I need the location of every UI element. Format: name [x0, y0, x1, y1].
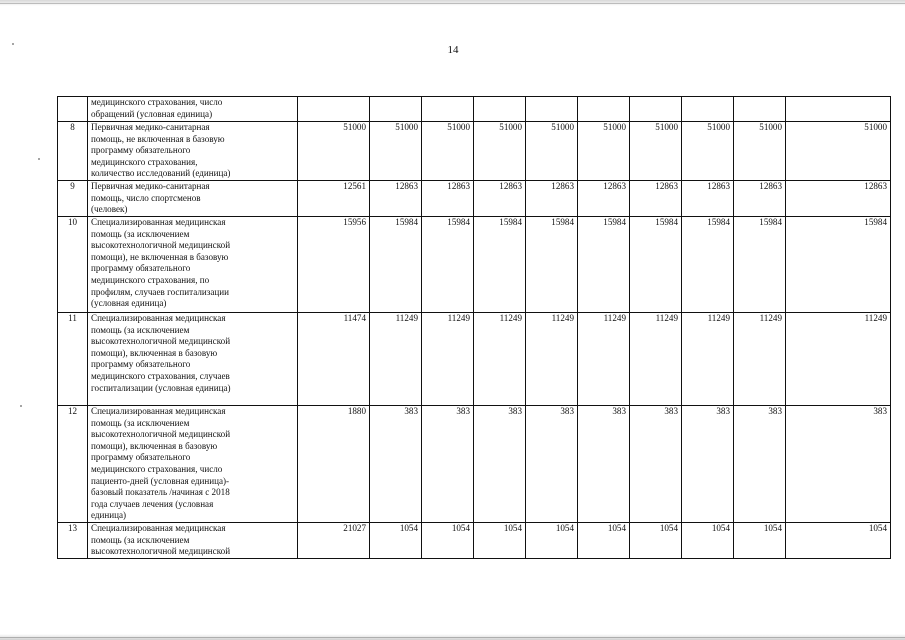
row-number-cell: 11: [58, 313, 88, 406]
scan-bottom-line: [0, 637, 905, 638]
value-cell: 12863: [578, 181, 630, 217]
table-row: [58, 217, 891, 313]
description-line: программу обязательного: [91, 359, 191, 370]
description-line: помощь (за исключением: [91, 534, 190, 545]
value-cell: 383: [786, 406, 891, 523]
description-line: профилям, случаев госпитализации: [91, 286, 229, 297]
value-cell: 1054: [682, 522, 734, 558]
value-cell: 383: [682, 406, 734, 523]
value-cell: 11249: [526, 313, 578, 406]
value-cell: 15984: [422, 217, 474, 313]
description-cell: [88, 522, 298, 558]
value-cell: [298, 97, 370, 122]
row-number-cell: 9: [58, 181, 88, 217]
data-table: [57, 96, 891, 559]
description-line: (человек): [91, 204, 128, 215]
row-number-cell: 12: [58, 406, 88, 523]
value-cell: 1054: [526, 522, 578, 558]
value-cell: 383: [370, 406, 422, 523]
description-line: Специализированная медицинская: [91, 217, 226, 227]
description-line: помощь, не включенная в базовую: [91, 133, 225, 144]
description-cell: [88, 181, 298, 217]
description-line: высокотехнологичной медицинской: [91, 546, 231, 557]
value-cell: 12561: [298, 181, 370, 217]
description-line: медицинского страхования, число: [91, 463, 223, 474]
description-line: Специализированная медицинская: [91, 313, 226, 323]
value-cell: 12863: [786, 181, 891, 217]
value-cell: 12863: [734, 181, 786, 217]
value-cell: 15984: [734, 217, 786, 313]
description-line: помощи), не включенная в базовую: [91, 251, 229, 262]
value-cell: 383: [734, 406, 786, 523]
description-line: помощи), включенная в базовую: [91, 347, 218, 358]
value-cell: [422, 97, 474, 122]
value-cell: 1054: [578, 522, 630, 558]
table-row: [58, 522, 891, 558]
value-cell: 383: [630, 406, 682, 523]
row-number-cell: [58, 97, 88, 122]
table-row: [58, 181, 891, 217]
value-cell: 1054: [370, 522, 422, 558]
scan-speck: [12, 43, 14, 45]
value-cell: 51000: [682, 122, 734, 181]
description-line: высокотехнологичной медицинской: [91, 240, 231, 251]
value-cell: 15984: [682, 217, 734, 313]
value-cell: 1054: [786, 522, 891, 558]
description-line: помощи), включенная в базовую: [91, 440, 218, 451]
value-cell: 383: [526, 406, 578, 523]
description-line: программу обязательного: [91, 145, 191, 156]
description-line: программу обязательного: [91, 263, 191, 274]
description-line: помощь, число спортсменов: [91, 192, 201, 203]
value-cell: 51000: [630, 122, 682, 181]
value-cell: 15984: [474, 217, 526, 313]
value-cell: 51000: [474, 122, 526, 181]
scan-top-line: [0, 3, 905, 4]
description-cell: [88, 406, 298, 523]
value-cell: 12863: [526, 181, 578, 217]
description-line: медицинского страхования, число: [91, 97, 223, 107]
description-line: года случаев лечения (условная: [91, 498, 214, 509]
row-number-cell: 8: [58, 122, 88, 181]
value-cell: [474, 97, 526, 122]
value-cell: 12863: [370, 181, 422, 217]
table-row: [58, 406, 891, 523]
value-cell: 21027: [298, 522, 370, 558]
value-cell: 1054: [474, 522, 526, 558]
value-cell: 383: [578, 406, 630, 523]
description-line: Первичная медико-санитарная: [91, 122, 210, 132]
description-cell: [88, 97, 298, 122]
value-cell: 11249: [630, 313, 682, 406]
description-line: помощь (за исключением: [91, 417, 190, 428]
value-cell: 11249: [682, 313, 734, 406]
value-cell: 12863: [682, 181, 734, 217]
description-cell: [88, 217, 298, 313]
value-cell: 1054: [630, 522, 682, 558]
table-row: [58, 313, 891, 406]
table-row: [58, 97, 891, 122]
value-cell: [578, 97, 630, 122]
value-cell: [734, 97, 786, 122]
description-line: единица): [91, 510, 127, 521]
value-cell: 51000: [578, 122, 630, 181]
value-cell: 12863: [630, 181, 682, 217]
value-cell: [526, 97, 578, 122]
table-row: [58, 122, 891, 181]
description-line: высокотехнологичной медицинской: [91, 429, 231, 440]
description-line: помощь (за исключением: [91, 228, 190, 239]
value-cell: 383: [422, 406, 474, 523]
description-line: базовый показатель /начиная с 2018: [91, 487, 230, 498]
row-number-cell: 10: [58, 217, 88, 313]
value-cell: [630, 97, 682, 122]
value-cell: 15984: [630, 217, 682, 313]
page-number: 14: [447, 44, 459, 56]
value-cell: 51000: [734, 122, 786, 181]
description-line: пациенто-дней (условная единица)-: [91, 475, 230, 486]
value-cell: 11249: [734, 313, 786, 406]
description-line: медицинского страхования, по: [91, 274, 210, 285]
value-cell: 15984: [786, 217, 891, 313]
value-cell: 51000: [298, 122, 370, 181]
value-cell: 11249: [422, 313, 474, 406]
description-line: программу обязательного: [91, 452, 191, 463]
table-body: [58, 97, 891, 559]
description-cell: [88, 313, 298, 406]
value-cell: 12863: [422, 181, 474, 217]
description-line: Первичная медико-санитарная: [91, 181, 210, 191]
description-line: количество исследований (единица): [91, 168, 231, 179]
description-line: высокотехнологичной медицинской: [91, 336, 231, 347]
description-line: помощь (за исключением: [91, 324, 190, 335]
value-cell: 51000: [786, 122, 891, 181]
description-line: (условная единица): [91, 298, 167, 309]
value-cell: 51000: [422, 122, 474, 181]
value-cell: 11249: [474, 313, 526, 406]
description-line: медицинского страхования,: [91, 156, 198, 167]
value-cell: 1054: [422, 522, 474, 558]
value-cell: 11249: [370, 313, 422, 406]
value-cell: 1054: [734, 522, 786, 558]
value-cell: 11249: [786, 313, 891, 406]
value-cell: 51000: [526, 122, 578, 181]
description-line: Специализированная медицинская: [91, 522, 226, 533]
value-cell: 11474: [298, 313, 370, 406]
value-cell: 51000: [370, 122, 422, 181]
value-cell: 15956: [298, 217, 370, 313]
description-line: госпитализации (условная единица): [91, 382, 231, 393]
description-line: Специализированная медицинская: [91, 406, 226, 416]
description-cell: [88, 122, 298, 181]
value-cell: 15984: [370, 217, 422, 313]
scan-speck: [38, 158, 40, 160]
value-cell: 15984: [526, 217, 578, 313]
value-cell: 12863: [474, 181, 526, 217]
scan-speck: [20, 405, 22, 407]
description-line: обращений (условная единица): [91, 108, 213, 119]
value-cell: [682, 97, 734, 122]
value-cell: 383: [474, 406, 526, 523]
description-line: медицинского страхования, случаев: [91, 370, 230, 381]
value-cell: 1880: [298, 406, 370, 523]
value-cell: [370, 97, 422, 122]
value-cell: 11249: [578, 313, 630, 406]
value-cell: [786, 97, 891, 122]
row-number-cell: 13: [58, 522, 88, 558]
value-cell: 15984: [578, 217, 630, 313]
